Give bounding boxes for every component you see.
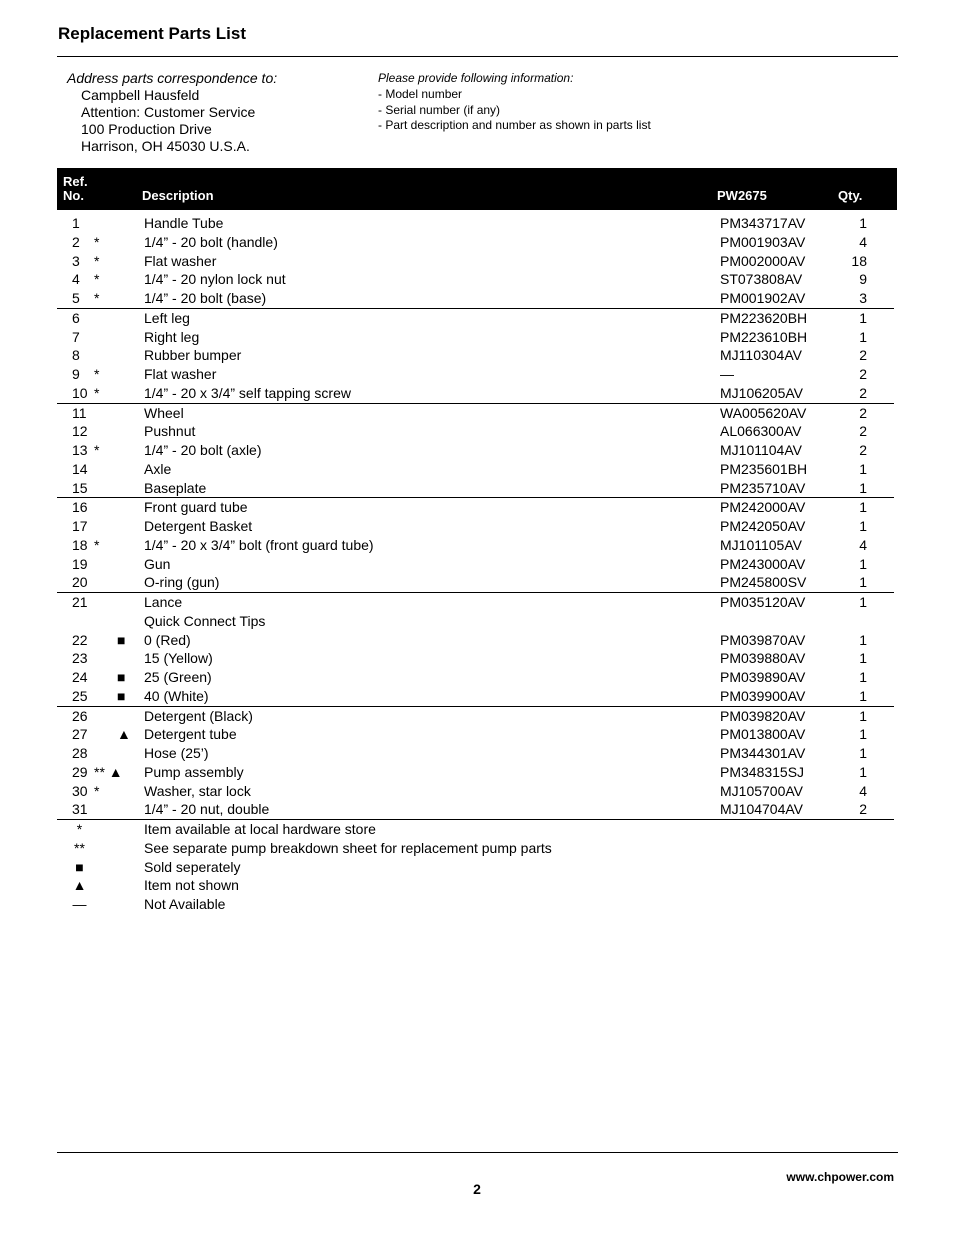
row-description: 1/4” - 20 bolt (handle) [144,233,278,250]
row-qty: 2 [859,801,867,818]
table-row [57,308,894,328]
row-part-number: PM235710AV [720,479,806,496]
row-ref: 17 [72,518,88,534]
row-qty: 4 [859,782,867,799]
page-title: Replacement Parts List [58,24,247,43]
table-row [57,687,894,706]
footnote-text: Not Available [144,896,226,912]
row-description: Baseplate [144,479,207,496]
info-item: - Part description and number as shown in parts list [378,118,651,133]
row-ref: 3 [72,252,80,269]
row-qty: 1 [859,726,867,743]
row-description: Axle [144,460,172,477]
address-line: Harrison, OH 45030 U.S.A. [81,138,250,154]
row-qty: 1 [859,687,867,704]
row-description: 1/4” - 20 nut, double [144,801,270,818]
row-description: Quick Connect Tips [144,612,266,629]
row-part-number: PM035120AV [720,594,806,610]
table-row [57,252,894,271]
table-row [57,744,894,763]
footnote-row [57,839,894,858]
row-part-number: MJ105700AV [720,782,804,799]
row-ref: 1 [72,215,80,231]
table-row [57,289,894,308]
header-divider [57,56,898,57]
info-item: - Serial number (if any) [378,102,501,117]
row-part-number: PM243000AV [720,555,806,572]
table-row [57,270,894,289]
table-row [57,441,894,460]
row-ref: 12 [72,423,88,440]
row-part-number: PM002000AV [720,252,806,269]
table-row [57,214,894,233]
row-mark: * [94,782,100,799]
row-qty: 1 [859,309,867,326]
table-row [57,536,894,555]
table-row [57,555,894,574]
row-qty: 1 [859,650,867,667]
row-part-number: PM223610BH [720,328,808,345]
row-mark: ** ▲ [94,763,123,780]
footnote-row [57,895,894,914]
row-part-number: PM039870AV [720,631,806,648]
footnote-text: Item not shown [144,877,239,894]
col-ref-label-2: No. [63,188,84,203]
row-description: Right leg [144,328,200,345]
info-heading: Please provide following information: [378,71,574,85]
table-row [57,800,894,819]
footnote-symbol: * [76,821,83,837]
row-part-number: PM039880AV [720,650,806,667]
row-ref: 19 [72,555,88,572]
table-row [57,422,894,441]
row-part-number: MJ104704AV [720,801,804,818]
row-ref: 21 [72,594,88,610]
row-description: 40 (White) [144,687,209,704]
row-ref: 16 [72,499,88,516]
row-qty: 4 [859,233,867,250]
row-ref: 15 [72,479,88,496]
footnote-row [57,819,894,839]
row-mark: ■ [117,631,126,648]
row-description: 0 (Red) [144,631,191,648]
table-row [57,479,894,498]
row-part-number: PM344301AV [720,745,806,761]
row-qty: 1 [859,669,867,685]
col-part-number-label: PW2675 [717,188,767,203]
table-row [57,763,894,782]
table-row [57,612,894,631]
row-description: Rubber bumper [144,347,242,364]
footer-divider [57,1152,898,1153]
row-description: Flat washer [144,366,217,382]
col-ref-label: Ref. [63,174,88,189]
table-row [57,631,894,650]
row-part-number: PM235601BH [720,460,808,477]
table-row [57,573,894,592]
row-mark: * [94,252,100,269]
row-part-number: PM039820AV [720,707,806,724]
address-block [67,70,277,155]
row-part-number: AL066300AV [720,423,802,440]
row-ref: 5 [72,290,80,306]
row-qty: 2 [859,347,867,364]
row-part-number: PM039890AV [720,669,806,685]
row-qty: 1 [859,745,867,761]
table-row [57,592,894,612]
row-description: Detergent (Black) [144,707,253,724]
row-part-number: PM039900AV [720,687,806,704]
row-mark: ■ [117,687,126,704]
address-line: Campbell Hausfeld [81,87,200,103]
row-ref: 13 [72,442,88,458]
row-description: O-ring (gun) [144,574,220,591]
row-qty: 1 [859,499,867,516]
table-row [57,706,894,726]
table-row [57,782,894,801]
address-line: 100 Production Drive [81,121,212,137]
row-description: Pushnut [144,423,196,440]
row-ref: 23 [72,650,88,667]
row-ref: 2 [72,233,80,250]
row-description: Detergent tube [144,726,237,743]
row-part-number: PM245800SV [720,574,807,591]
row-part-number: WA005620AV [720,404,807,421]
row-description: Left leg [144,309,190,326]
row-qty: 18 [851,252,867,269]
table-row [57,346,894,365]
table-row [57,328,894,347]
row-description: 1/4” - 20 bolt (axle) [144,442,262,458]
row-qty: 1 [859,707,867,724]
row-qty: 1 [859,594,867,610]
row-part-number: PM242000AV [720,499,806,516]
footnote-symbol: ▲ [72,877,87,894]
row-part-number: PM013800AV [720,726,806,743]
info-block [378,71,651,134]
table-row [57,725,894,744]
table-row [57,365,894,384]
table-row [57,497,894,517]
row-mark: * [94,536,100,553]
table-row [57,233,894,252]
row-ref: 30 [72,782,88,799]
table-row [57,668,894,687]
row-description: Flat washer [144,252,217,269]
row-ref: 31 [72,801,88,818]
row-ref: 4 [72,271,80,288]
row-qty: 1 [859,518,867,534]
footer-url: www.chpower.com [786,1170,894,1184]
page-number: 2 [473,1181,481,1197]
row-mark: ▲ [117,726,131,743]
row-part-number: — [720,366,734,382]
table-row [57,403,894,423]
row-mark: * [94,384,100,401]
row-description: 1/4” - 20 nylon lock nut [144,271,286,288]
footnote-text: Sold seperately [144,858,241,875]
row-description: Front guard tube [144,499,248,516]
row-qty: 2 [859,404,867,421]
footnote-symbol: ■ [75,858,84,875]
row-ref: 6 [72,309,80,326]
table-row [57,517,894,536]
row-ref: 18 [72,536,88,553]
row-description: 1/4” - 20 bolt (base) [144,290,267,306]
row-mark: * [94,233,100,250]
row-part-number: PM001902AV [720,290,806,306]
address-heading: Address parts correspondence to: [67,70,278,86]
row-ref: 29 [72,763,88,780]
footnote-symbol: ** [74,839,85,856]
row-mark: * [94,366,100,382]
row-qty: 9 [859,271,867,288]
row-description: 1/4” - 20 x 3/4” self tapping screw [144,384,351,401]
footnote-text: Item available at local hardware store [144,821,376,837]
row-qty: 3 [859,290,867,306]
row-qty: 2 [859,423,867,440]
row-description: 25 (Green) [144,669,212,685]
row-part-number: MJ101105AV [720,536,802,553]
row-description: Washer, star lock [144,782,251,799]
row-ref: 25 [72,687,88,704]
row-description: Pump assembly [144,763,244,780]
row-qty: 2 [859,366,867,382]
row-ref: 24 [72,669,88,685]
row-qty: 4 [859,536,867,553]
row-part-number: PM343717AV [720,215,806,231]
row-ref: 22 [72,631,88,648]
footnote-text: See separate pump breakdown sheet for replacement pump parts [144,839,552,856]
row-ref: 9 [72,366,80,382]
row-ref: 14 [72,460,88,477]
row-qty: 1 [859,479,867,496]
row-qty: 1 [859,328,867,345]
row-description: Wheel [144,404,184,421]
row-ref: 20 [72,574,88,591]
row-mark: * [94,290,100,306]
row-ref: 7 [72,328,80,345]
row-part-number: PM001903AV [720,233,806,250]
row-part-number: PM223620BH [720,309,808,326]
row-part-number: MJ101104AV [720,442,802,458]
row-description: 15 (Yellow) [144,650,213,667]
row-description: Hose (25’) [144,745,209,761]
row-qty: 2 [859,384,867,401]
info-item: - Model number [378,86,463,101]
row-qty: 1 [859,631,867,648]
row-mark: ■ [117,669,126,685]
row-mark: * [94,271,100,288]
footnote-row [57,858,894,877]
row-qty: 1 [859,460,867,477]
row-part-number: PM348315SJ [720,763,805,780]
col-qty-label: Qty. [838,188,863,203]
row-qty: 2 [859,442,867,458]
row-ref: 10 [72,384,88,401]
row-qty: 1 [859,555,867,572]
row-part-number: MJ106205AV [720,384,804,401]
col-description-label: Description [142,188,214,203]
table-row [57,384,894,403]
row-description: Detergent Basket [144,518,253,534]
row-description: Lance [144,594,183,610]
address-line: Attention: Customer Service [81,104,256,120]
table-row [57,460,894,479]
parts-table-body [57,214,894,914]
row-mark: * [94,442,100,458]
row-part-number: PM242050AV [720,518,806,534]
row-qty: 1 [859,215,867,231]
row-qty: 1 [859,763,867,780]
footnote-row [57,876,894,895]
row-ref: 11 [72,404,87,421]
row-description: Handle Tube [144,215,224,231]
table-header [57,168,897,210]
table-row [57,649,894,668]
row-ref: 26 [72,707,88,724]
row-ref: 28 [72,745,88,761]
row-description: Gun [144,555,171,572]
row-ref: 8 [72,347,80,364]
row-ref: 27 [72,726,88,743]
footnote-symbol: — [72,896,87,912]
row-description: 1/4” - 20 x 3/4” bolt (front guard tube) [144,536,374,553]
row-qty: 1 [859,574,867,591]
row-part-number: ST073808AV [720,271,803,288]
row-part-number: MJ110304AV [720,347,802,364]
